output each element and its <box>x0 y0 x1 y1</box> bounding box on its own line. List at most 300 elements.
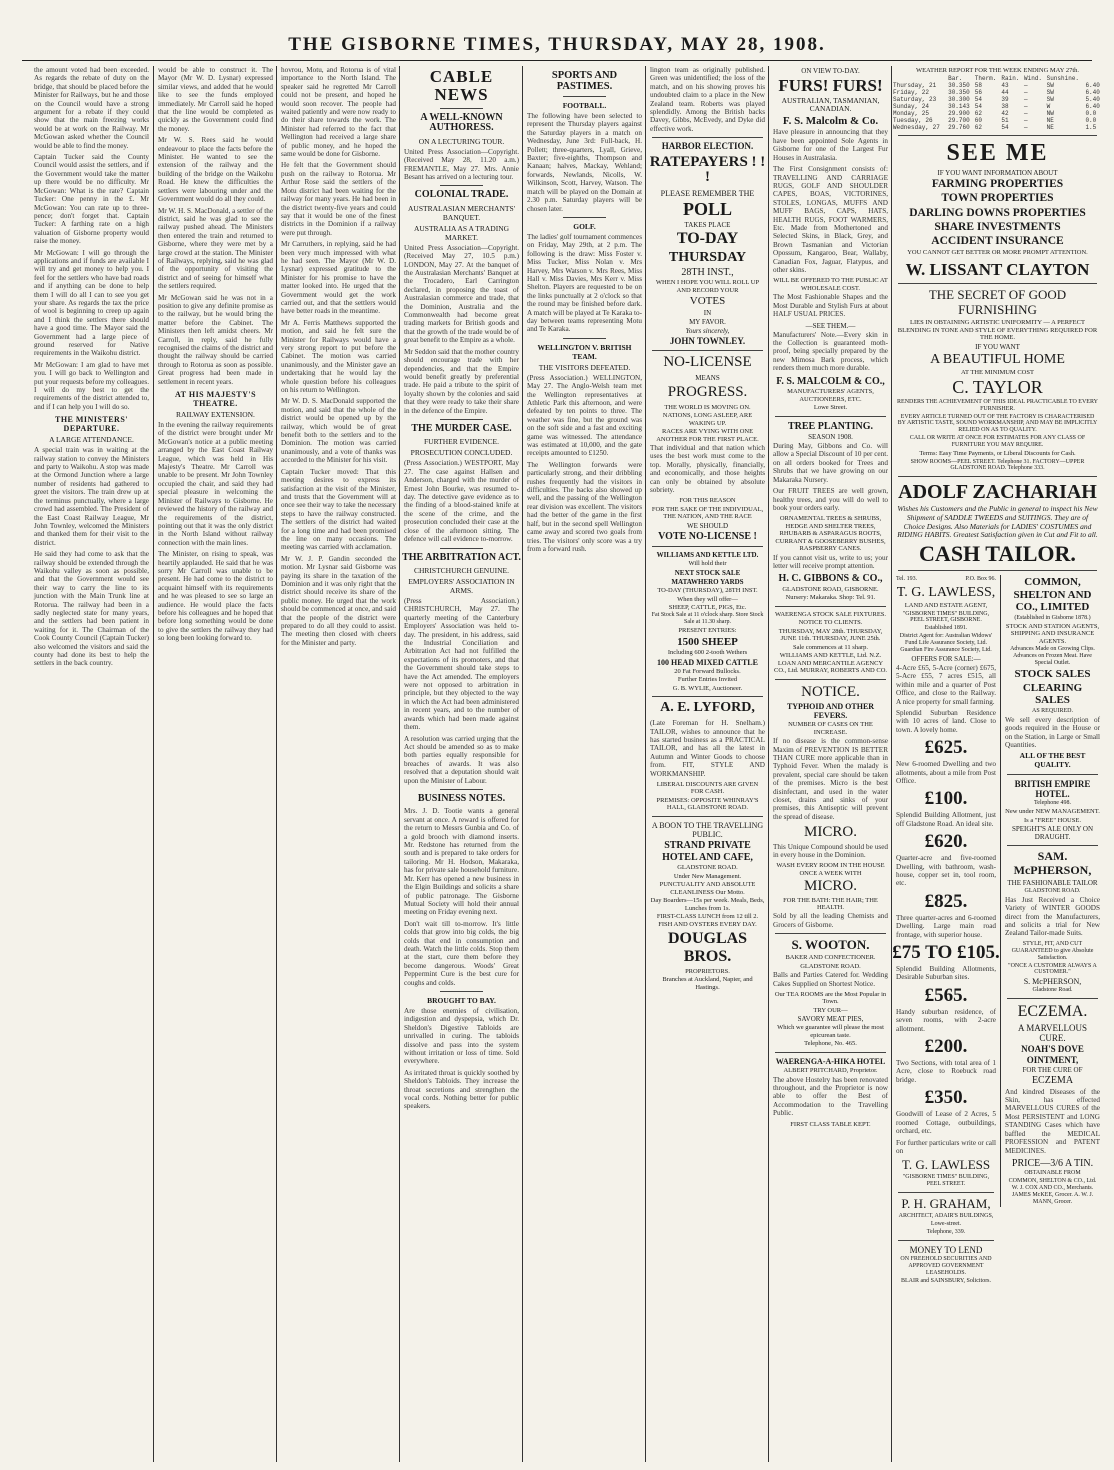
ad-text: ALL OF THE BEST QUALITY. <box>1019 751 1086 770</box>
ad-text: VOTES <box>689 295 726 308</box>
ad-text: Including 600 2-tooth Wethers <box>667 649 748 657</box>
divider <box>563 338 606 339</box>
ad-text: PREMISES: OPPOSITE WHINRAY'S HALL, GLADSTONE ROAD. <box>656 796 759 812</box>
contact-row <box>892 575 1000 584</box>
ad-text: SPEIGHT'S ALE ONLY ON DRAUGHT. <box>1012 825 1093 842</box>
property-item: TOWN PROPERTIES <box>941 192 1054 205</box>
article-text: lington team as originally published. Green was unidentified; the loss of the match, and on his showing proves his undoubted claim to a place in the New Zealand team. Roberts was played splendidly. Among the British backs Davey, Gibbs, McEvedy, and Dyke did effective work. <box>650 66 765 133</box>
weather-cell: 62 <box>974 110 982 118</box>
ad-text: MANUFACTURERS' AGENTS, AUCTIONEERS, ETC. <box>787 388 874 403</box>
masthead-title: THE GISBORNE TIMES, THURSDAY, MAY 28, 1908. <box>288 34 826 55</box>
property-item: ACCIDENT INSURANCE <box>931 234 1064 247</box>
ad-text: "GISBORNE TIMES" BUILDING, PEEL STREET, GISBORNE. <box>902 610 990 624</box>
ad-text: WILLIAMS AND KETTLE, Ltd. N.Z. LOAN AND MERCANTILE AGENCY CO., Ltd. MURRAY, ROBERTS AND CO. <box>773 652 888 675</box>
article-text: And kindred Diseases of the Skin, has effected MARVELLOUS CURES of the Most PERSISTENT and LONG STANDING Cases which have baffled the MEDICAL PROFESSION and PATENT MEDICINES. <box>1005 1087 1100 1155</box>
ad-text: NEXT STOCK SALE <box>674 568 741 577</box>
column-1 <box>30 66 153 1462</box>
weather-cell: 54 <box>1001 124 1009 132</box>
weather-cell: 56 <box>974 89 982 97</box>
divider <box>898 283 1097 284</box>
ad-text: G. B. WYLIE, Auctioneer. <box>672 684 743 692</box>
ad-text: PUNCTUALITY AND ABSOLUTE CLEANLINESS Our Motto. <box>659 881 756 896</box>
section-heading: GOLF. <box>573 221 596 231</box>
ad-heading: MONEY TO LEND <box>909 1244 983 1255</box>
ad-text: AT THE MINIMUM COST <box>961 368 1034 376</box>
ad-heading: C. TAYLOR <box>952 377 1043 398</box>
article-text: Quarter-acre and five-roomed Dwelling, with bathroom, wash-house, copper set in, tool room, etc. <box>896 854 996 888</box>
ad-text: THURSDAY, MAY 28th. THURSDAY, JUNE 11th. THURSDAY, JUNE 25th. <box>778 627 883 643</box>
divider <box>775 416 886 417</box>
article-text: Are those enemies of civilisation, indigestion and dyspepsia, which Dr. Sheldon's Digestive Tabloids are unrivalled in curing. The tabloids dissolve and pass into the system without irritation or loss of time. Sold everywhere. <box>404 1006 519 1066</box>
ad-heading: MICRO. <box>804 824 857 841</box>
ad-text: TO-DAY <box>676 230 739 248</box>
weather-cell: 62 <box>974 124 982 132</box>
article-text: We sell every description of goods required in the House or on the Station, in Large or Small Quantities. <box>1005 715 1100 749</box>
ad-text: SHOW ROOMS—PEEL STREET. Telephone 31. FACTORY—UPPER GLADSTONE ROAD. Telephone 333. <box>910 458 1085 472</box>
ad-heading: BRITISH EMPIRE HOTEL. <box>1014 778 1091 799</box>
ad-text: District Agent for: Australian Widows' Fund Life Assurance Society, Ltd. Guardian Fire Assurance Society, Ltd. <box>899 633 993 653</box>
ad-text: STYLE, FIT, AND CUT GUARANTEED to give Absolute Satisfaction. <box>1011 940 1094 961</box>
ad-text: Established 1891. <box>924 625 968 632</box>
article-text: If no disease is the common-sense Maxim of PREVENTION IS BETTER THAN CURE more applicable than in Typhoid Fever. When the malady is prevalent, special care should be taken of the premises. Micro is the best disinfectant, and used in the water closet, drains and sinks of your premises, this Antiseptic will prevent the spread of disease. <box>773 737 888 821</box>
masthead-rule <box>22 60 1092 61</box>
divider <box>775 933 886 934</box>
ad-text: SHEEP, CATTLE, PIGS, Etc. <box>668 603 747 611</box>
ad-text: Gladstone Road. <box>1032 987 1073 994</box>
article-text: Two Sections, with total area of 1 Acre, close to Roebuck road bridge. <box>896 1059 996 1084</box>
weather-cell: — <box>1024 117 1028 125</box>
article-text: During May, Gibbons and Co. will allow a Special Discount of 10 per cent. on all orders booked for Trees and Shrubs that we have growing on our Makaraka Nursery. <box>773 442 888 484</box>
ad-text: MY FAVOR. <box>689 317 726 326</box>
ad-text: VOTE NO-LICENSE ! <box>658 530 757 542</box>
ad-heading: T. G. LAWLESS, <box>896 584 996 600</box>
ad-text: WILLIAMS AND KETTLE LTD. <box>656 551 759 560</box>
article-text: (Press Association.) CHRISTCHURCH, May 27. The quarterly meeting of the Canterbury Employers' Association was held to-day. The president, in his address, said the Industrial Conciliation and Arbitration Act had not fulfilled the expectations of its promoters, and that the Government should take steps to have the Act amended. The employers were not opposed to arbitration in principle, but they objected to the way in which the Act had been administered in recent years, and to the number of awards which had been made against them. <box>404 597 519 732</box>
article-text: hovrou, Motu, and Rotorua is of vital importance to the North Island. The speaker said he regretted Mr Carroll could not be present, and hoped he would soon recover. The people had waited patiently and were now ready to do their share towards the work. The Minister had referred to the fact that Wellington had received a large share of public money, and he hoped the same would be done for Gisborne. <box>281 66 396 159</box>
weather-cell: SW <box>1046 89 1054 97</box>
divider <box>440 789 483 790</box>
weather-header-cell <box>892 75 947 82</box>
ad-text: Further Entries Invited <box>677 676 738 684</box>
ad-text: PROPRIETORS. <box>685 967 730 975</box>
ad-heading: MICRO. <box>804 878 857 895</box>
ad-text: Branches at Auckland, Napier, and Hastings. <box>662 976 753 991</box>
ad-text: MEANS <box>695 373 720 382</box>
article-text: The ladies' golf tournament commences on Friday, May 29th, at 2 p.m. The following is the draw: Miss Foster v. Miss Tucker, Miss Nolan v. Mrs Harvey, Mrs Watson v. Mrs Rees, Miss Hall v. Miss Davies, Mrs Kerr v. Miss Shelton. Players are requested to be on the links punctually at 2 o'clock so that the round may be finished before dark. A match will be played at Te Karaka to-day between teams representing Motu and Te Karaka. <box>527 232 642 334</box>
section-heading: BUSINESS NOTES. <box>417 792 506 804</box>
weather-row <box>892 110 1103 117</box>
weather-cell: 54 <box>974 103 982 111</box>
columns <box>30 66 1102 1462</box>
article-text: That individual and that nation which uses the best work must come to the top. Morally, physically, financially, and economically, and those heights can only be obtained by absolute sobriety. <box>650 444 765 495</box>
article-text: New 6-roomed Dwelling and two allotments, about a mile from Post Office. <box>896 760 996 785</box>
article-text: Sold by all the leading Chemists and Grocers of Gisborne. <box>773 912 888 929</box>
price: £620. <box>924 831 968 853</box>
ad-text: WASH EVERY ROOM IN THE HOUSE ONCE A WEEK WITH <box>776 862 885 877</box>
ad-heading: TREE PLANTING. <box>787 420 873 432</box>
ad-text: GLADSTONE ROAD, GISBORNE. <box>782 585 879 593</box>
section-subheading: FURTHER EVIDENCE. <box>424 437 499 447</box>
column-9-lower <box>1000 575 1103 1207</box>
ad-text: ECZEMA <box>1031 1075 1074 1087</box>
ad-text: 28TH INST., <box>681 266 734 278</box>
price: £625. <box>924 737 968 759</box>
column-5-sports <box>522 66 646 1462</box>
section-subheading: PROSECUTION CONCLUDED. <box>410 448 513 458</box>
weather-cell: 54 <box>974 96 982 104</box>
divider <box>775 679 886 680</box>
ad-text: WAERENGA STOCK SALE FIXTURES. <box>774 610 887 618</box>
ad-heading: SAM. McPHERSON, <box>1013 849 1092 878</box>
weather-header-cell: Bar. <box>948 75 963 83</box>
ad-heading: DOUGLAS BROS. <box>667 929 748 966</box>
ad-text: Telephone, No. 465. <box>804 1040 857 1048</box>
weather-cell: NE <box>1046 117 1054 125</box>
ad-heading: HARBOR ELECTION. <box>661 141 754 152</box>
weather-cell: — <box>1024 124 1028 132</box>
article-text: The Wellington forwards were particularly strong, and their dribbling rushes frequently had the visitors in difficulties. The backs also showed up well, and the passing of the Wellington rear division was excellent. The visitors had the better of the game in the first half, but in the second spell Wellington came away and scored two goals from tries. The visitors' only score was a try from a forward rush. <box>527 460 642 553</box>
article-text: The Minister, on rising to speak, was heartily applauded. He said that he was sorry Mr Carroll was unable to be present. He had come to the district to acquaint himself with its requirements and he was pleased to see so large an audience. He would place the facts before his colleagues and he hoped that before long something would be done to give the settlers the railway they had so long been looking forward to. <box>158 550 273 643</box>
ad-text: SAVORY MEAT PIES, <box>797 1015 864 1024</box>
ad-text: LAND AND ESTATE AGENT, <box>904 602 988 610</box>
article-text: 4-Acre £65, 5-Acre (corner) £675, 5-Acre £55, 7 acres £515, all within mile and a quarter of Post Office, and close to the Railway. A nice property for small farming. <box>896 663 996 706</box>
ad-text: Terms: Easy Time Payments, or Liberal Discounts for Cash. <box>919 450 1076 458</box>
divider <box>898 476 1097 477</box>
section-heading: THE MINISTERS' DEPARTURE. <box>54 415 129 434</box>
section-subheading: AUSTRALIA AS A TRADING MARKET. <box>413 223 510 242</box>
weather-row <box>892 96 1103 103</box>
article-text: Three quarter-acres and 6-roomed Dwelling. Large main road frontage, with superior house. <box>896 913 996 939</box>
weather-header-cell: Wind. <box>1024 75 1043 83</box>
price: £200. <box>924 1036 968 1058</box>
weather-cell: Friday, 22 <box>893 89 930 97</box>
weather-header-cell: Rain. <box>1001 75 1020 83</box>
ad-text: NUMBER OF CASES ON THE INCREASE. <box>788 721 873 736</box>
article-text: Splendid Building Allotment, just off Gladstone Road. An ideal site. <box>896 811 996 828</box>
price: £825. <box>924 890 968 912</box>
divider <box>1007 774 1098 775</box>
ad-heading: THE SECRET OF GOOD FURNISHING <box>928 287 1067 318</box>
weather-table-body <box>892 75 1103 131</box>
article-text: Mrs. J. D. Tootie wants a general servant at once. A reward is offered for the return to Messrs Gunbia and Co. of a gold brooch with diamond inserts. Mr. Redstone has returned from the south and is prepared to take orders for tailoring. Mr H. Hodson, Makaraka, has for private sale household furniture. Mr. Kerr has opened a new business in the Elgin Buildings and solicits a share of public patronage. The Gisborne Mutual Society will hold their annual meeting on Friday evening next. <box>404 807 519 917</box>
article-text: For further particulars write or call on <box>896 1138 996 1155</box>
section-subheading: EMPLOYERS' ASSOCIATION IN ARMS. <box>408 577 515 595</box>
ad-text: GLADSTONE ROAD. <box>1024 887 1081 894</box>
article-text: Goodwill of Lease of 2 Acres, 5 roomed Cottage, outbuildings, orchard, etc. <box>896 1110 996 1136</box>
ad-heading: PROGRESS. <box>667 383 748 400</box>
article-text: Balls and Parties Catered for. Wedding Cakes Supplied on Shortest Notice. <box>773 971 888 988</box>
weather-cell: SW <box>1046 82 1054 90</box>
article-text: The following have been selected to represent the Thursday players against the Saturday players in a match on Wednesday, June 3rd: Full-back, H. Pollett; three-quarters, Lyall, Grieve, Baxter; five-eighths, Thompson and Kanaan; halves, Mackay, Wehland; forwards, Newlands, Nicolls, W. Wilkinson, Scott, Harvey, Watson. The match will be played on the Domain at 2.30 p.m. Saturday players will be chosen later. <box>527 112 642 213</box>
ad-text: GLADSTONE ROAD. <box>800 962 861 970</box>
ad-heading: SEE ME <box>946 140 1049 167</box>
weather-cell: 38 <box>1001 103 1009 111</box>
weather-cell: 0.0 <box>1085 110 1097 118</box>
weather-cell: 29.760 <box>948 124 970 132</box>
ad-heading: ADOLF ZACHARIAH <box>898 481 1097 504</box>
ad-text: FOR THE SAKE OF THE INDIVIDUAL, THE NATION, AND THE RACE <box>651 505 764 521</box>
ad-text: THE WORLD IS MOVING ON. <box>664 403 751 411</box>
ad-text: 20 Fat Forward Bullocks. <box>674 668 741 675</box>
price: £565. <box>924 984 968 1006</box>
weather-cell: Saturday, 23 <box>893 96 937 104</box>
ad-text: Yours sincerely, <box>685 326 730 335</box>
divider <box>652 816 763 817</box>
weather-cell: 44 <box>1001 89 1009 97</box>
column-4-cable-news <box>399 66 523 1462</box>
ad-text: TYPHOID AND OTHER FEVERS. <box>786 701 875 721</box>
ad-text: Which we guarantee will please the most epicurean taste. <box>777 1024 884 1039</box>
ad-text: FOR THE BATH: THE HAIR; THE HEALTH. <box>783 896 878 912</box>
ad-heading: NO-LICENSE <box>663 354 752 371</box>
sports-heading: SPORTS AND PASTIMES. <box>551 70 618 93</box>
ad-heading: F. S. MALCOLM & CO., <box>776 375 885 387</box>
weather-cell: 6.40 <box>1085 82 1100 90</box>
cable-news-heading: CABLE NEWS <box>429 67 494 104</box>
ad-text: A MARVELLOUS CURE. <box>1017 1022 1088 1044</box>
weather-cell: 1.5 <box>1085 124 1097 132</box>
weather-cell: 6.40 <box>1085 89 1100 97</box>
article-text: A resolution was carried urging that the Act should be amended so as to make both parties equally responsible for breaches of awards. It was also resolved that a deputation should wait upon the Minister of Labour. <box>404 734 519 785</box>
ad-text: TAKES PLACE <box>684 221 731 230</box>
section-heading: FOOTBALL. <box>562 101 607 111</box>
ad-text: 1500 SHEEP <box>677 635 738 648</box>
ad-text: NATIONS, LONG ASLEEP, ARE WAKING UP. <box>662 412 753 427</box>
weather-cell: 39 <box>1001 96 1009 104</box>
ad-text: (Established in Gisborne 1878.) <box>1014 615 1091 621</box>
divider <box>1007 845 1098 846</box>
ad-text: NOTICE TO CLIENTS. <box>798 619 863 627</box>
ad-text: CALL OR WRITE AT ONCE FOR ESTIMATES FOR ANY CLASS OF FURNITURE YOU MAY REQUIRE. <box>909 435 1086 449</box>
property-item: FARMING PROPERTIES <box>931 178 1064 191</box>
ad-text: Lowe Street. <box>813 404 848 412</box>
article-text: Mr McGowan: I will go through the applications and if funds are available I will try and get money to help you. I feel for the settlers who have bad roads and if anything can be done to help them I will do all I can to see you get your share. As regards the tax the price of wool is beginning to creep up again and I think the settlers there should have a good time. The Mayor said the Government had a large piece of ground reserved for Native requirements in the Waikohu district. <box>34 248 149 358</box>
weather-cell: 29.900 <box>948 110 970 118</box>
ad-text: LIBERAL DISCOUNTS ARE GIVEN FOR CASH. <box>656 780 759 796</box>
weather-cell: 30.143 <box>948 103 970 111</box>
ad-text: COMMON, SHELTON & CO., Ltd. W. J. COX AND CO., Merchants. JAMES McKEE, Grocer. A. W. J. MANN, Grocer. <box>1008 1178 1097 1205</box>
article-text: Splendid Building Allotments, Desirable Suburban sites. <box>896 965 996 982</box>
divider <box>898 1240 994 1241</box>
ad-text: PRICE—3/6 A TIN. <box>1011 1157 1094 1169</box>
column-6-ads <box>645 66 769 1462</box>
article-text: the amount voted had been exceeded. As regards the rebate of duty on the bridge, that should be placed before the Minister for Railways, but he and those on the Council would have a strong argument for a rebate if they could show that the main freezing works would be at work on the Railway. Mr McGowan asked whether the Council would be able to find the money. <box>34 66 149 150</box>
weather-cell: 5.40 <box>1085 96 1100 104</box>
divider <box>440 548 483 549</box>
section-subheading: CHRISTCHURCH GENUINE. <box>413 566 509 575</box>
ad-text: SEASON 1908. <box>808 433 853 442</box>
ad-text: FIRST-CLASS LUNCH from 12 till 2. <box>656 913 759 920</box>
ad-text: MATAWHERO YARDS <box>671 578 744 586</box>
weather-header-row <box>892 75 1103 82</box>
ad-text: ON FREEHOLD SECURITIES AND APPROVED GOVERNMENT LEASEHOLDS. <box>900 1256 992 1276</box>
column-3 <box>276 66 400 1462</box>
weather-cell: W <box>1046 103 1051 111</box>
ad-text: BLAIR and SAINSBURY, Solicitors. <box>900 1277 992 1284</box>
article-text: Have pleasure in announcing that they have been appointed Sole Agents in Gisborne for one of the Largest Fur Houses in Australasia. <box>773 128 888 162</box>
ad-text: WHEN I HOPE YOU WILL ROLL UP AND RECORD YOUR <box>655 279 760 294</box>
article-text: Has Just Received a Choice Variety of WINTER GOODS direct from the Manufacturers, and solicits a trial for New Zealand Tailor-made Suits. <box>1005 895 1100 938</box>
property-item: SHARE INVESTMENTS <box>934 220 1061 233</box>
section-heading: A WELL-KNOWN AUTHORESS. <box>420 111 503 134</box>
ad-text: Tel. 193. <box>896 576 918 583</box>
ad-text: GLADSTONE ROAD. <box>677 864 738 872</box>
ad-heading: NOTICE. <box>801 683 860 700</box>
article-text: Mr W. D. S. MacDonald supported the motion, and said that the whole of the district would be opened up by the railway, which would be of great benefit both to the settlers and to the Dominion. The motion was carried unanimously, and a vote of thanks was accorded to the Minister for his visit. <box>281 397 396 465</box>
ad-text: Under New Management. <box>673 872 742 880</box>
article-text: Mr A. Ferris Matthews supported the motion, and said he felt sure the Minister for Railways would have a very strong report to put before the Cabinet. The motion was carried unanimously, and the Minister gave an undertaking that he would lay the whole question before his colleagues on his return to Wellington. <box>281 318 396 395</box>
divider <box>652 696 763 697</box>
weather-cell: Tuesday, 26 <box>893 117 933 125</box>
ad-text: ORNAMENTAL TREES & SHRUBS, HEDGE AND SHELTER TREES, RHUBARB & ASPARAGUS ROOTS, CURRANT & GOOSEBERRY BUSHES, RASPBERRY CANES. <box>775 515 886 553</box>
section-heading: WELLINGTON V. BRITISH TEAM. <box>537 342 632 361</box>
weather-cell: Sunday, 24 <box>893 103 930 111</box>
ad-heading: STOCK SALES <box>1014 667 1091 680</box>
ad-heading: F. S. Malcolm & Co. <box>782 114 879 127</box>
ad-text: ARCHITECT, ADAIR'S BUILDINGS, <box>898 1212 994 1219</box>
weather-cell: 6.40 <box>1085 103 1100 111</box>
section-subheading: A LARGE ATTENDANCE. <box>49 435 134 445</box>
divider <box>440 419 483 420</box>
ad-text: FOR THIS REASON <box>679 497 736 505</box>
article-text: Mr Carruthers, in replying, said he had been very much impressed with what he had seen. The Mayor (Mr W. D. Lysnar) expressed gratitude to the Minister for his promise to have the matter looked into. He urged that the Government would get the work carried out, and that the settlers would have better roads in the meantime. <box>281 240 396 316</box>
ad-text: Is a "FREE" HOUSE. <box>1024 816 1081 824</box>
weather-cell: NE <box>1046 124 1054 132</box>
article-text: He felt that the Government should push on the railway to Rotorua. Mr Arthur Rose said the settlers of the Motu district had been waiting for the railway for many years. He had been in the district twenty-five years and could say that it would be one of the finest districts in the Dominion if a railway were put through. <box>281 161 396 237</box>
ad-text: FISH AND OYSTERS EVERY DAY. <box>658 921 757 929</box>
ad-text: JOHN TOWNLEY. <box>669 335 746 346</box>
ad-text: TRY OUR— <box>813 1006 848 1014</box>
weather-cell: 51 <box>1001 117 1009 125</box>
article-text: Mr McGowan: I am glad to have met you. I will go back to Wellington and put your requests before my colleagues. I will do my best to get the requirements of the district attended to, and if I can help you I will do so. <box>34 360 149 411</box>
ad-text: Day Boarders—15s per week. Meals, Beds, Lunches from 1s. <box>650 897 765 912</box>
weather-cell: 0.0 <box>1085 117 1097 125</box>
ad-text: Advances Made on Growing Clips. Advances on Frozen Meat. Have Special Outlet. <box>1010 646 1095 667</box>
ad-text: Sale commences at 11 sharp. <box>792 643 869 651</box>
weather-table <box>892 75 1103 131</box>
ad-text: Fat Stock Sale at 11 o'clock sharp. Store Stock Sale at 11.30 sharp. <box>651 612 764 626</box>
weather-cell: 60 <box>974 117 982 125</box>
article-text: United Press Association—Copyright. (Received May 28, 11.20 a.m.) FREMANTLE, May 27. Mrs. Annie Besant has arrived on a lecturing tour. <box>404 147 519 181</box>
ad-heading: WAERENGA-A-HIKA HOTEL <box>775 1056 886 1066</box>
ad-text: "ONCE A CUSTOMER ALWAYS A CUSTOMER." <box>1008 962 1097 976</box>
ad-heading: CLEARING SALES <box>1022 681 1083 707</box>
article-text: Don't wait till to-morrow. It's little colds that grow into big colds, the big colds that end in consumption and death. Watch the little colds. Stop them at the start, cure them before they become dangerous. Woods' Great Peppermint Cure is the best cure for coughs and colds. <box>404 919 519 987</box>
article-text: Mr Seddon said that the mother country should encourage trade with her dependencies, and that the Empire would benefit greatly by preferential trade. He paid a tribute to the spirit of loyalty shown by the colonies and said that they were ready to take their share in the defence of the Empire. <box>404 347 519 415</box>
weather-row <box>892 124 1103 131</box>
ad-text: AUSTRALIAN, TASMANIAN, CANADIAN. <box>781 95 880 114</box>
weather-cell: SW <box>1046 96 1054 104</box>
weather-cell: — <box>1024 89 1028 97</box>
article-text: The Most Fashionable Shapes and the Most Durable and Stylish Furs at about HALF USUAL PRICES. <box>773 293 888 319</box>
ad-heading: H. C. GIBBONS & CO., <box>778 573 883 585</box>
weather-header-cell: Therm. <box>974 75 997 83</box>
article-text: In the evening the railway requirements of the district were brought under Mr McGowan's notice at a public meeting arranged by the East Coast Railway League, which was held in His Majesty's Theatre. Mr Carroll was unable to be present. Mr John Townley occupied the chair, and said they had special pleasure in welcoming the Minister of Railways to Gisborne. He reviewed the history of the railway and the requirements of the district, pointing out that it was the only district in the North Island without railway connection with the main lines. <box>158 421 273 547</box>
ad-text: Telephone, 339. <box>926 1228 966 1235</box>
article-text: Manufacturers' Note.—Every skin in the Collection is guaranteed moth-proof, being specially prepared by the new Mimosa Bark process, which renders them much more durable. <box>773 330 888 373</box>
divider <box>652 350 763 351</box>
ad-text: ON VIEW TO-DAY. <box>801 67 860 75</box>
ad-text: OFFERS FOR SALE:— <box>911 654 981 663</box>
article-text: He said they had come to ask that the railway should be extended through the Waikohu valley as soon as possible, and that the Government would see their way to carry the line to its junction with the Main Trunk line at Rotorua. The railway had been in a sadly neglected state for many years, and the settlers had been patient in waiting for it. The Chairman of the Cook County Council (Captain Tucker) also welcomed the visitors and said the county had done its best to help the settlers in the back country. <box>34 550 149 668</box>
ad-text: FOR THE CURE OF <box>1022 1066 1083 1075</box>
ad-text: Lowe-street. <box>930 1220 962 1227</box>
article-text: Captain Tucker moved: That this meeting desires to express its satisfaction at the visit of the Minister, and trusts that the Government will at once see their way to take the necessary steps to have the railway constructed. The settlers of the district had waited for a long time and had been promised the line on many occasions. The meeting was carried with acclamation. <box>281 467 396 552</box>
weather-cell: — <box>1024 110 1028 118</box>
article-text: Splendid Suburban Residence with 10 acres of land. Close to town. A lovely home. <box>896 708 996 734</box>
section-heading: THE ARBITRATION ACT. <box>402 551 521 563</box>
article-text: Mr McGowan said he was not in a position to give any definite promise as to the railway, but he would bring the matter before the Cabinet. The Ministers then left amidst cheers. Mr Carroll, in reply, said he fully recognised the claims of the district and thought the railway should be carried through to Rotorua as soon as possible. Great progress had been made in settlement in recent years. <box>158 293 273 386</box>
ad-text: STRAND PRIVATE HOTEL AND CAFE, <box>662 840 753 863</box>
ad-heading: COMMON, SHELTON AND CO., LIMITED <box>1013 576 1092 614</box>
weather-cell: Monday, 25 <box>893 110 930 118</box>
divider <box>440 991 483 992</box>
ad-text: FIRST CLASS TABLE KEPT. <box>790 1120 871 1128</box>
right-block <box>891 66 1103 1462</box>
article-text: United Press Association—Copyright. (Received May 27, 10.5 p.m.) LONDON, May 27. At the banquet of the Australasian Merchants' Banquet at the Trocadero, Earl Carrington declared, in proposing the toast of Australasian commerce and trade, that the Dominion, Australia and the Commonwealth had become great trading markets for British goods and that the growth of the trade would be of great benefit to the Empire as a whole. <box>404 243 519 345</box>
article-text: The First Consignment consists of: TRAVELLING AND CARRIAGE RUGS, GOLF AND SHOULDER CAPES, BOAS, VICTORINES, STOLES, LONGAS, MUFFS AND MUFF BAGS, CAPS, HATS, HEALTH RUGS, FOOT WARMERS, Etc. Made from Mothertoned and Selected Skins, in Black, Grey, and Brown Tasmanian and Victorian Opossum, Kangaroo, Bear, Wallaby, Canadian Fox, Jaguar, Flatypus, and other skins. <box>773 165 888 274</box>
ad-heading: P. H. GRAHAM, <box>901 1196 991 1212</box>
ad-text: IF YOU WANT <box>975 342 1020 351</box>
divider <box>652 546 763 547</box>
ad-text: "GISBORNE TIMES" BUILDING, PEEL STREET. <box>902 1174 990 1188</box>
ad-text: 100 HEAD MIXED CATTLE <box>657 657 758 667</box>
ad-text: IN <box>703 308 712 317</box>
ad-heading: W. LISSANT CLAYTON <box>905 259 1090 279</box>
article-text: Mr W. S. Rees said he would endeavour to place the facts before the Minister. He wanted to see the extension of the railway and the building of the bridge on the Waikohu Road. He knew the difficulties the settlers were labouring under and the Government would do all they could. <box>158 136 273 204</box>
article-text: As irritated throat is quickly soothed by Sheldon's Tabloids. They increase the throat secretions and strengthen the vocal cords. Nothing better for public speakers. <box>404 1068 519 1111</box>
divider <box>563 96 606 97</box>
section-heading: COLONIAL TRADE. <box>414 189 509 201</box>
weather-header-cell: Sunshine. <box>1046 75 1080 83</box>
ad-text: RENDERS THE ACHIEVEMENT OF THIS IDEAL PRACTICABLE TO EVERY FURNISHER. <box>897 398 1098 412</box>
ad-text: RACES ARE VYING WITH ONE ANOTHER FOR THE FIRST PLACE. <box>656 428 759 443</box>
article-text: (Press Association.) WESTPORT, May 27. The case against Hallsen and Anderson, charged with the murder of Ernest John Bourke, was resumed to-day. The detective gave evidence as to the finding of a blood-stained knife at the scene of the crime, and the prosecution concluded their case at the close of the afternoon sitting. The defence will call evidence to-morrow. <box>404 459 519 544</box>
ad-text: AS REQUIRED. <box>1031 707 1073 714</box>
article-text: would be able to construct it. The Mayor (Mr W. D. Lysnar) expressed similar views, and added that he would like to see the funds employed immediately. Mr Carroll said he hoped that the line would be completed as quickly as the Government could find the money. <box>158 66 273 133</box>
divider <box>898 135 1097 136</box>
ad-text: THURSDAY <box>668 249 747 265</box>
price: £350. <box>924 1087 968 1109</box>
ad-heading: ECZEMA. <box>1017 1003 1088 1021</box>
divider <box>898 570 1097 571</box>
ad-text: A BOON TO THE TRAVELLING PUBLIC. <box>651 820 764 839</box>
ad-text: Nursery: Makaraka. Shop: Tel. 91. <box>785 594 876 602</box>
ad-text: Our TEA ROOMS are the Most Popular in Town. <box>774 990 887 1006</box>
article-text: (Press Association.) WELLINGTON, May 27. The Anglo-Welsh team met the Wellington representatives at Athletic Park this afternoon, and were defeated by ten points to three. The weather was fine, but the ground was on the soft side and a fast and exciting game was witnessed. The attendance was estimated at 10,000, and the gate receipts amounted to £1250. <box>527 373 642 458</box>
article-text: A special train was in waiting at the railway station to convey the Ministers and party to Waikohu. A stop was made at the Ormond Junction where a large number of residents had gathered to greet the visitors. The train drew up at the terminus punctually, where a large crowd had assembled. The President of the East Coast Railway League, Mr John Townley, welcomed the Ministers and thanked them for their visit to the district. <box>34 446 149 547</box>
ad-heading: A BEAUTIFUL HOME <box>930 351 1065 367</box>
property-list <box>892 178 1103 248</box>
weather-cell: 43 <box>1001 82 1009 90</box>
ad-text: —SEE THEM.— <box>805 321 856 330</box>
ad-text: THE FASHIONABLE TAILOR <box>1007 878 1098 887</box>
divider <box>775 606 886 607</box>
section-heading: BROUGHT TO BAY. <box>427 995 496 1005</box>
masthead <box>0 0 1114 62</box>
ad-heading: NOAH'S DOVE OINTMENT, <box>1021 1044 1084 1065</box>
ad-text: WILL BE OFFERED TO THE PUBLIC AT WHOLESALE COST. <box>773 277 888 292</box>
section-subheading: THE VISITORS DEFEATED. <box>538 362 631 372</box>
ad-text: POLL <box>682 199 732 220</box>
ad-heading: RATEPAYERS ! ! ! <box>649 153 766 186</box>
price: £100. <box>924 788 968 810</box>
section-heading: THE MURDER CASE. <box>411 422 512 434</box>
weather-cell: NW <box>1046 110 1054 118</box>
ad-text: ALBERT PRITCHARD, Proprietor. <box>783 1067 878 1075</box>
ad-text: P.O. Box 96. <box>965 576 996 583</box>
article-text: Captain Tucker said the County Council would assist the settlers, and if the Government would take the matter up there would be no difficulty. Mr McGowan: What is the rate? Captain Tucker: One penny in the £. Mr McGowan: You can rate up to three-pence; don't forget that. Captain Tucker: A farthing rate on a high valuation of Gisborne property would raise the money. <box>34 153 149 246</box>
